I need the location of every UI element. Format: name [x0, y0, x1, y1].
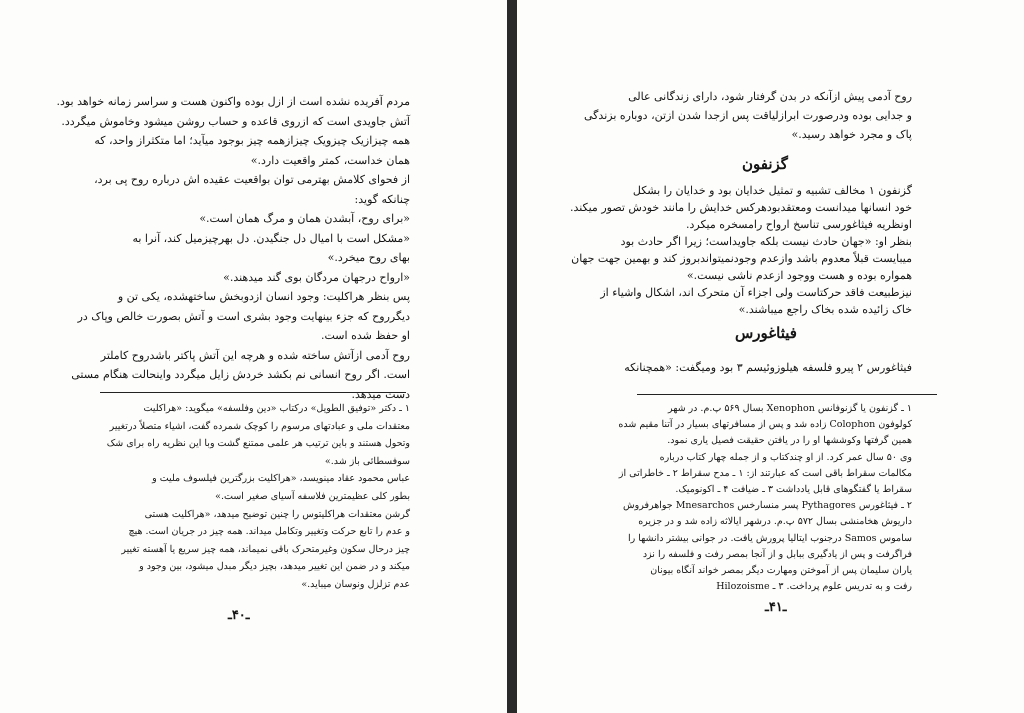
text-line: خود انسانها میدانست ومعتقدبودهرکس خدایش را مانند خودش تصور میکند.: [569, 201, 912, 214]
page-number: ـ۴۰ـ: [228, 608, 250, 623]
footnote-line: گرشن معتقدات هراکلیتوس را چنین توضیح میدهد، «هراکلیت هستی: [144, 508, 410, 520]
text-line: اونظریه فیثاغورسی تناسخ ارواح رامسخره میکرد.: [686, 218, 912, 231]
text-line: چنانکه گوید:: [354, 192, 410, 206]
text-line: فیثاغورس ۲ پیرو فلسفه هیلوزوئیسم ۳ بود ومیگفت: «همچنانکه: [624, 361, 912, 374]
footnote-line: وتحول هستند و باین ترتیب هر علمی ممتنع گشت وبا این نظریه راه برای شک: [106, 438, 410, 450]
footnote-line: عدم تزلزل ونوسان میباید.»: [301, 579, 410, 590]
text-line: همان خداست، کمتر واقعیت دارد.»: [250, 153, 410, 167]
footnote-line: چیز درحال سکون وغیرمتحرک باقی نمیماند، همه چیز سریع یا آهسته تغییر: [121, 543, 410, 555]
footnote-line: معتقدات ملی و عبادتهای مرسوم را کوچک شمرده گفت، اشیاء متصلاً درتغییر: [109, 420, 410, 432]
page-number: ـ۴۱ـ: [765, 600, 787, 615]
section-heading-xenophon: گزنفون: [742, 155, 788, 173]
text-line: روح آدمی پیش ازآنکه در بدن گرفتار شود، دارای زندگانی عالی: [628, 90, 912, 103]
footnote-line: وی ۵۰ سال عمر کرد. از او چندکتاب و از جمله چهار کتاب درباره: [659, 451, 912, 463]
text-line: روح آدمی ازآتش ساخته شده و هرچه این آتش پاکتر باشدروح کاملتر: [100, 348, 410, 362]
footnote-line: مکالمات سقراط باقی است که عبارتند از: ۱ ـ مدح سقراط ۲ ـ خاطراتی از: [618, 467, 912, 479]
text-line: «برای روح، آبشدن همان و مرگ همان است.»: [199, 212, 410, 225]
footnote-line: ۲ ـ فیثاغورس Pythagores پسر منسارخس Mnesarchos جواهرفروش: [623, 500, 912, 512]
text-line: دست میدهد.: [351, 387, 410, 401]
text-line: پاک و مجرد خواهد رسید.»: [791, 128, 912, 141]
text-line: بنظر او: «جهان حادث نیست بلکه جاویداست؛ زیرا اگر حادث بود: [620, 235, 912, 248]
text-line: مردم آفریده نشده است از ازل بوده واکنون هست و سراسر زمانه خواهد بود.: [56, 95, 410, 108]
text-line: پس بنظر هراکلیت: وجود انسان ازدوبخش ساختهشده، یکی تن و: [117, 290, 410, 303]
right-page: [517, 0, 1024, 713]
footnote-line: میکند و در ضمن این تغییر میدهد، بچیز دیگر مبدل میشود، بین وجود و: [139, 561, 410, 573]
footnote-divider: [100, 392, 406, 393]
text-line: همه چیزازیک چیزویک چیزازهمه چیز بوجود میآید؛ اما متکثراز واحد، که: [94, 134, 410, 147]
footnote-line: سوفسطائی باز شد.»: [324, 455, 410, 467]
book-gutter: [507, 0, 517, 713]
footnote-line: یاران سلیمان پس از آموختن ومهارت دیگر بمصر خواند آنگاه بیونان: [650, 565, 912, 576]
footnote-line: ساموس Samos درجنوب ایتالیا پرورش یافت. در جوانی بیشتر دانشها را: [627, 532, 912, 544]
text-line: همواره بوده و هست ووجود ازعدم ناشی نیست.»: [686, 269, 912, 282]
text-line: خاک زائیده شده بخاک راجع میباشند.»: [738, 303, 912, 316]
footnote-line: ۱ ـ گزنفون یا گزنوفانس Xenophon بسال ۵۶۹ پ.م. در شهر: [667, 403, 912, 414]
footnote-line: و عدم را تابع حرکت وتغییر وتکامل میداند. همه چیز در جریان است. هیچ: [128, 526, 410, 538]
footnote-line: ۱ ـ دکتر «توفیق الطویل» درکتاب «دین وفلسفه» میگوید: «هراکلیت: [143, 403, 410, 414]
footnote-line: عباس محمود عقاد مینویسد، «هراکلیت بزرگترین فیلسوف ملیت و: [152, 473, 410, 485]
footnote-line: سقراط یا گفتگوهای قابل یادداشت ۳ ـ ضیافت ۴ ـ اکونومیک.: [675, 484, 912, 495]
footnote-line: بطور کلی عظیمترین فلاسفه آسیای صغیر است.»: [215, 491, 410, 502]
text-line: دیگرروح که جزء بینهایت وجود بشری است و آتش بصورت خالص وپاک در: [77, 309, 410, 323]
footnote-line: فراگرفت و پس از یادگیری ببابل و از آنجا بمصر رفت و فلسفه را نزد: [642, 548, 912, 560]
section-heading-pythagoras: فیثاغورس: [735, 324, 797, 342]
text-line: «ارواح درجهان مردگان بوی گند میدهند.»: [223, 270, 410, 284]
left-page: [0, 0, 507, 713]
footnote-line: رفت و به تدریس علوم پرداخت. ۳ ـ Hilozoisme: [716, 581, 912, 593]
text-line: آتش جاویدی است که ازروی قاعده و حساب روشن میشود وخاموش میگردد.: [61, 114, 410, 128]
text-line: بهای روح میخرد.»: [327, 251, 410, 264]
text-line: و جدایی بوده ودرصورت ابرازلیاقت پس ازجدا شدن ازتن، دوباره بزندگی: [584, 109, 912, 122]
text-line: از فحوای کلامش بهترمی توان بواقعیت عقیده اش درباره روح پی برد،: [94, 173, 410, 186]
text-line: گزنفون ۱ مخالف تشبیه و تمثیل خدایان بود و خدایان را بشکل: [632, 184, 912, 197]
footnote-line: داریوش هخامنشی بسال ۵۷۲ پ.م. درشهر ایالاثه زاده شد و در جزیره: [638, 516, 912, 528]
footnote-line: کولوفون Colophon زاده شد و پس از مسافرتهای بسیار در آتنا مقیم شده: [618, 419, 912, 431]
text-line: میبایست قبلاً معدوم باشد وازعدم وجودنمیتواندبروز کند و بهمین جهت جهان: [571, 252, 912, 265]
footnote-line: همین گرفتها وکوششها او را در یافتن حقیقت فصیل یاری نمود.: [667, 435, 912, 447]
text-line: نیزطبیعت فاقد حرکتاست ولی اجزاء آن متحرک اند، اشکال واشیاء از: [600, 286, 912, 299]
text-line: او حفظ شده است.: [321, 329, 410, 342]
text-line: «مشکل است با امیال دل جنگیدن. دل بهرچیزمیل کند، آنرا به: [132, 231, 410, 245]
text-line: است. اگر روح انسانی نم بکشد خردش زایل میگردد واینحالت هنگام مستی: [71, 368, 410, 381]
footnote-divider: [637, 394, 937, 395]
